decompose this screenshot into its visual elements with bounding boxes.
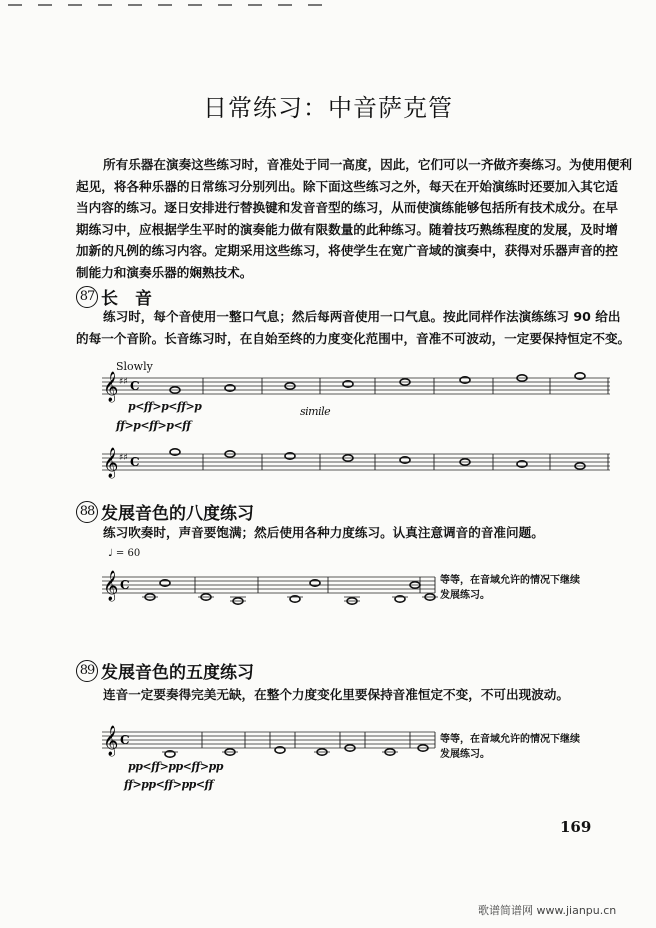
side-note-line: 发展练习。 — [440, 590, 490, 601]
intro-line: 所有乐器在演奏这些练习时，音准处于同一高度，因此，它们可以一齐做齐奏练习。为使用便利 — [103, 157, 632, 172]
key-signature: ♯♯ — [119, 453, 128, 463]
dynamics-line-1: pp<ff>pp<ff>pp — [128, 760, 223, 773]
key-signature: ♯♯ — [119, 377, 128, 387]
treble-clef-icon: 𝄞 — [103, 571, 119, 601]
dynamics-line-1: p<ff>p<ff>p — [128, 400, 202, 413]
section-89-text — [76, 684, 618, 706]
intro-line: 期练习中，应根据学生平时的演奏能力做有限数量的此种练习。随着技巧熟练程度的发展，及时增 — [76, 221, 618, 237]
section-89-heading — [76, 658, 254, 683]
time-signature: C — [120, 578, 130, 592]
text-line: 练习时，每个音使用一整口气息；然后每两音使用一口气息。按此同样作法演练练习 90 给出 — [103, 309, 621, 324]
intro-line: 当内容的练习。逐日安排进行替换键和发音音型的练习，从而使演练能够包括所有技术成分。在早 — [76, 200, 618, 215]
page-number: 169 — [560, 818, 592, 836]
page-title: 日常练习：中音萨克管 — [203, 94, 453, 122]
section-title: 发展音色的八度练习 — [101, 504, 254, 524]
watermark: 歌谱简谱网 www.jianpu.cn — [478, 904, 617, 917]
tempo-marking: ♩ = 60 — [108, 548, 141, 559]
section-number: 87 — [76, 286, 98, 308]
treble-clef-icon: 𝄞 — [103, 448, 119, 478]
intro-line: 制能力和演奏乐器的娴熟技术。 — [76, 264, 253, 280]
time-signature: C — [130, 379, 140, 393]
intro-line: 起见，将各种乐器的日常练习分别列出。除下面这些练习之外，每天在开始演练时还要加入其它适 — [76, 178, 618, 194]
text-line: 练习吹奏时，声音要饱满；然后使用各种力度练习。认真注意调音的音准问题。 — [103, 525, 544, 540]
treble-clef-icon: 𝄞 — [103, 372, 119, 402]
intro-paragraph — [76, 154, 632, 283]
section-87-text — [76, 306, 631, 349]
expression-simile: simile — [300, 405, 331, 418]
section-88-text — [76, 522, 618, 544]
dynamics-line-2: ff>pp<ff>pp<ff — [124, 778, 214, 791]
side-note-line: 等等，在音域允许的情况下继续 — [440, 734, 580, 745]
text-line: 连音一定要奏得完美无缺，在整个力度变化里要保持音准恒定不变，不可出现波动。 — [103, 687, 569, 702]
section-title: 长 音 — [101, 289, 152, 309]
side-note — [440, 732, 580, 762]
side-note-line: 发展练习。 — [440, 749, 490, 760]
section-number: 89 — [76, 660, 98, 682]
tempo-marking: Slowly — [116, 360, 153, 373]
time-signature: C — [120, 733, 130, 747]
side-note-line: 等等，在音域允许的情况下继续 — [440, 575, 580, 586]
section-title: 发展音色的五度练习 — [101, 663, 254, 683]
music-staff-89 — [90, 720, 450, 765]
music-staff-88 — [90, 565, 450, 610]
treble-clef-icon: 𝄞 — [103, 726, 119, 756]
section-number: 88 — [76, 501, 98, 523]
top-dash-rule — [8, 4, 338, 6]
section-88-heading — [76, 499, 254, 524]
text-line: 的每一个音阶。长音练习时，在自始至终的力度变化范围中，音准不可波动，一定要保持恒定不变。 — [76, 330, 631, 346]
dynamics-line-2: ff>p<ff>p<ff — [116, 419, 191, 432]
time-signature: C — [130, 455, 140, 469]
side-note — [440, 573, 580, 603]
intro-line: 加新的凡例的练习内容。定期采用这些练习，将使学生在宽广音域的演奏中，获得对乐器声音的控 — [76, 243, 618, 258]
